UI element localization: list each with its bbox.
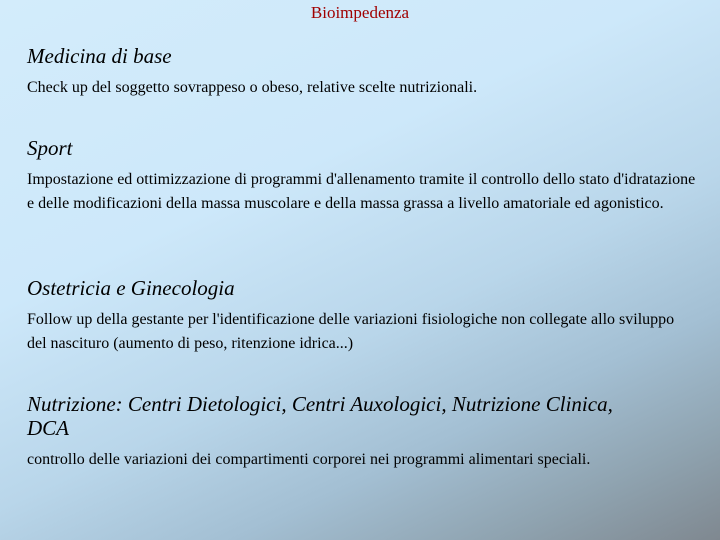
section-nutrizione [27,392,657,472]
section-sport [27,136,697,216]
section-ostetricia-ginecologia [27,276,697,356]
section-text: Follow up della gestante per l'identificazione delle variazioni fisiologiche non collegate allo sviluppo del nascituro (aumento di peso, ritenzione idrica...) [27,311,675,352]
section-heading: Nutrizione: Centri Dietologici, Centri Auxologici, Nutrizione Clinica, DCA [27,392,613,440]
section-heading: Sport [27,136,73,160]
section-text: controllo delle variazioni dei compartimenti corporei nei programmi alimentari speciali. [27,451,591,468]
section-text: Check up del soggetto sovrappeso o obeso, relative scelte nutrizionali. [27,79,478,96]
section-text: Impostazione ed ottimizzazione di programmi d'allenamento tramite il controllo dello stato d'idratazione e delle modificazioni della massa muscolare e della massa grassa a livello amatoriale ed agonistico. [27,171,696,212]
slide-title: Bioimpedenza [310,3,410,22]
section-heading: Ostetricia e Ginecologia [27,276,235,300]
section-heading: Medicina di base [27,44,172,68]
section-medicina-di-base [27,44,697,100]
